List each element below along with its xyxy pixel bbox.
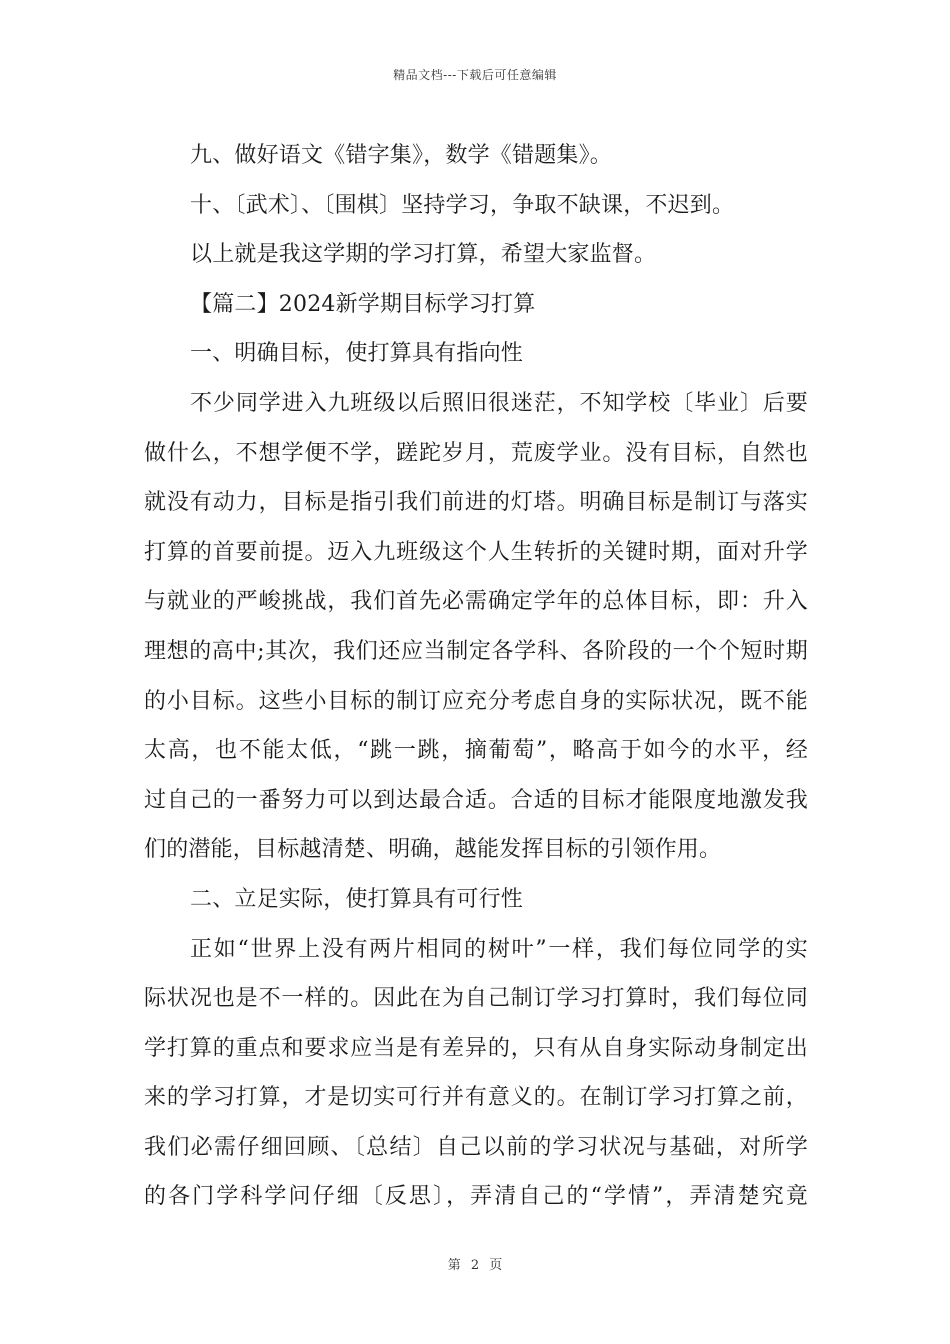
paragraph-line: 做什么，不想学便不学，蹉跎岁月，荒废学业。没有目标，自然也 bbox=[144, 440, 808, 466]
page-number: 2 bbox=[470, 1258, 480, 1273]
paragraph-line: 就没有动力，目标是指引我们前进的灯塔。明确目标是制订与落实 bbox=[144, 490, 808, 516]
heading-two: 二、立足实际，使打算具有可行性 bbox=[190, 886, 524, 912]
paragraph-line: 理想的高中;其次，我们还应当制定各学科、各阶段的一个个短时期 bbox=[144, 638, 808, 664]
paragraph-line: 际状况也是不一样的。因此在为自己制订学习打算时，我们每位同 bbox=[144, 986, 808, 1012]
section-title: 【篇二】2024新学期目标学习打算 bbox=[190, 291, 536, 317]
paragraph-line: 们的潜能，目标越清楚、明确，越能发挥目标的引领作用。 bbox=[144, 837, 722, 863]
page-header: 精品文档---下载后可任意编辑 bbox=[393, 68, 557, 82]
closing-sentence: 以上就是我这学期的学习打算，希望大家监督。 bbox=[190, 242, 657, 268]
paragraph-line: 不少同学进入九班级以后照旧很迷茫，不知学校〔毕业〕后要 bbox=[190, 390, 808, 416]
paragraph-line: 来的学习打算，才是切实可行并有意义的。在制订学习打算之前， bbox=[144, 1085, 808, 1111]
list-item-nine: 九、做好语文《错字集》，数学《错题集》。 bbox=[190, 143, 613, 168]
heading-one: 一、明确目标，使打算具有指向性 bbox=[190, 341, 524, 367]
list-item-ten: 十、〔武术〕、〔围棋〕坚持学习，争取不缺课，不迟到。 bbox=[190, 192, 735, 218]
paragraph-line: 太高，也不能太低，“跳一跳，摘葡萄”，略高于如今的水平，经 bbox=[144, 738, 808, 764]
paragraph-line: 与就业的严峻挑战，我们首先必需确定学年的总体目标，即：升入 bbox=[144, 589, 808, 615]
page-footer bbox=[0, 1254, 950, 1273]
paragraph-line: 的各门学科学问仔细〔反思〕，弄清自己的“学情”，弄清楚究竟 bbox=[144, 1184, 808, 1210]
page-suffix: 页 bbox=[489, 1258, 503, 1273]
paragraph-line: 的小目标。这些小目标的制订应充分考虑自身的实际状况，既不能 bbox=[144, 688, 808, 714]
paragraph-line: 打算的首要前提。迈入九班级这个人生转折的关键时期，面对升学 bbox=[144, 539, 808, 565]
page-prefix: 第 bbox=[447, 1258, 461, 1273]
paragraph-line: 正如“世界上没有两片相同的树叶”一样，我们每位同学的实 bbox=[190, 936, 808, 962]
paragraph-line: 学打算的重点和要求应当是有差异的，只有从自身实际动身制定出 bbox=[144, 1035, 808, 1061]
paragraph-line: 过自己的一番努力可以到达最合适。合适的目标才能限度地激发我 bbox=[144, 787, 808, 813]
paragraph-line: 我们必需仔细回顾、〔总结〕自己以前的学习状况与基础，对所学 bbox=[144, 1134, 808, 1160]
document-body bbox=[144, 131, 808, 1222]
